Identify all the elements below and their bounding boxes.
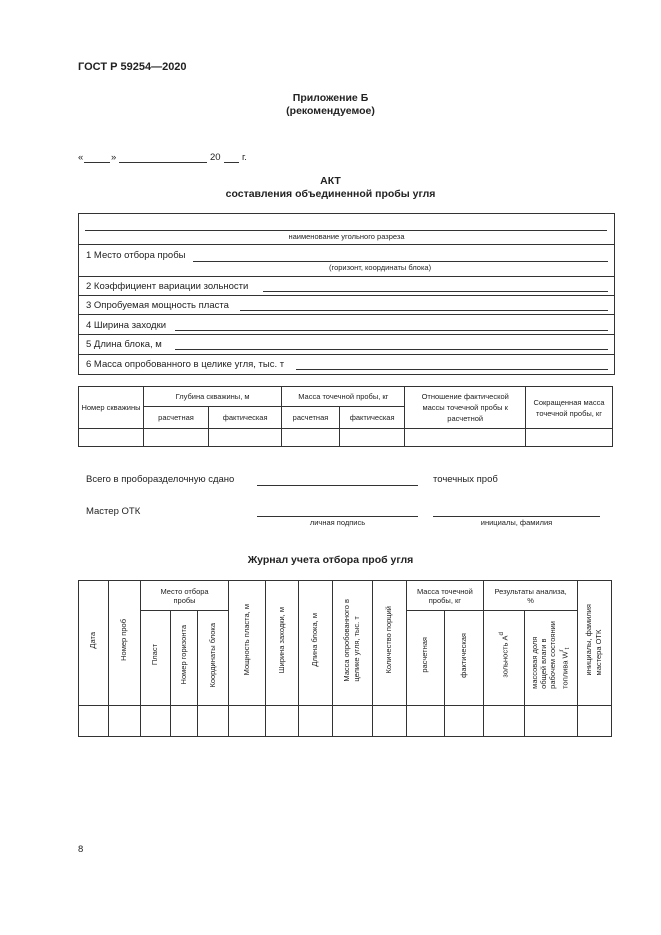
jh-seam: Пласт: [140, 611, 170, 706]
table-cell[interactable]: [108, 706, 140, 737]
signature-caption: личная подпись: [309, 518, 366, 527]
form-row-ash-variation: [79, 276, 614, 296]
jh-point-calc: расчетная: [406, 611, 445, 706]
table-cell[interactable]: [299, 706, 333, 737]
table-cell[interactable]: [332, 706, 372, 737]
table-cell[interactable]: [282, 429, 340, 447]
jh-length: Длина блока, м: [299, 581, 333, 706]
table-cell[interactable]: [577, 706, 611, 737]
page-number: 8: [78, 844, 84, 855]
jh-point-mass: Масса точечной пробы, кг: [406, 581, 484, 611]
th-well-number: Номер скважины: [79, 387, 144, 429]
form-row-block-length: [79, 334, 614, 355]
act-form: [78, 213, 615, 375]
journal-title: Журнал учета отбора проб угля: [247, 554, 414, 566]
table-cell[interactable]: [79, 429, 144, 447]
row2-field[interactable]: [263, 291, 608, 292]
journal-table: [78, 580, 612, 737]
table-cell[interactable]: [209, 429, 282, 447]
row6-label: 6 Масса опробованного в целике угля, тыс. т: [86, 359, 285, 370]
name-field[interactable]: [433, 516, 600, 517]
date-close-quote: »: [111, 152, 117, 163]
jh-portions: Количество порций: [372, 581, 406, 706]
th-point-mass: Масса точечной пробы, кг: [282, 387, 405, 407]
jh-place: Место отбора пробы: [140, 581, 229, 611]
jh-point-fact: фактическая: [445, 611, 484, 706]
table-cell[interactable]: [445, 706, 484, 737]
quarry-name-caption: наименование угольного разреза: [288, 232, 405, 241]
th-well-depth: Глубина скважины, м: [143, 387, 281, 407]
row6-field[interactable]: [296, 369, 608, 370]
act-subtitle: составления объединенной пробы угля: [225, 188, 436, 200]
jh-thickness: Мощность пласта, м: [229, 581, 266, 706]
table-cell[interactable]: [140, 706, 170, 737]
total-delivered-label: Всего в проборазделочную сдано: [86, 474, 235, 485]
table-cell[interactable]: [79, 706, 109, 737]
th-mass-ratio: Отношение фактической массы точечной пробы к расчетной: [405, 387, 526, 429]
table-cell[interactable]: [143, 429, 208, 447]
table-cell[interactable]: [229, 706, 266, 737]
jh-sample-no: Номер проб: [108, 581, 140, 706]
jh-mass: Масса опробованного в целике угля, тыс. т: [332, 581, 372, 706]
jh-width: Ширина заходки, м: [266, 581, 299, 706]
row1-caption: (горизонт, координаты блока): [329, 263, 432, 272]
date-year-prefix: 20: [210, 152, 221, 163]
jh-ash: зольность $A^d$: [484, 611, 525, 706]
total-delivered-field[interactable]: [257, 485, 418, 486]
appendix-subtitle: (рекомендуемое): [286, 105, 375, 117]
date-year-suffix: г.: [242, 152, 247, 163]
point-samples-table: [78, 386, 613, 447]
name-caption: инициалы, фамилия: [480, 518, 553, 527]
row2-label: 2 Коэффициент вариации зольности: [86, 281, 249, 292]
th-reduced-mass: Сокращенная масса точечной пробы, кг: [525, 387, 612, 429]
table-cell[interactable]: [484, 706, 525, 737]
date-year-blank[interactable]: [224, 162, 239, 163]
row5-field[interactable]: [175, 349, 608, 350]
form-row-cut-width: [79, 314, 614, 335]
row5-label: 5 Длина блока, м: [86, 339, 162, 350]
act-title: АКТ: [320, 175, 341, 187]
table-row: [79, 429, 613, 447]
form-row-coal-mass: [79, 354, 614, 375]
row1-label: 1 Место отбора пробы: [86, 250, 186, 261]
row1-field[interactable]: [193, 261, 608, 262]
table-cell[interactable]: [525, 706, 578, 737]
appendix-title: Приложение Б: [292, 92, 369, 104]
master-label: Мастер ОТК: [86, 506, 141, 517]
table-cell[interactable]: [525, 429, 612, 447]
th-mass-calc: расчетная: [282, 407, 340, 429]
row3-field[interactable]: [240, 310, 608, 311]
jh-date: Дата: [79, 581, 109, 706]
table-cell[interactable]: [405, 429, 526, 447]
row4-label: 4 Ширина заходки: [86, 320, 167, 331]
row3-label: 3 Опробуемая мощность пласта: [86, 300, 229, 311]
table-cell[interactable]: [372, 706, 406, 737]
form-row-seam-thickness: [79, 295, 614, 315]
jh-horizon: Номер горизонта: [170, 611, 198, 706]
table-cell[interactable]: [339, 429, 405, 447]
quarry-name-field[interactable]: [85, 230, 607, 231]
row4-field[interactable]: [175, 330, 608, 331]
table-cell[interactable]: [198, 706, 229, 737]
table-cell[interactable]: [406, 706, 445, 737]
table-row: [79, 706, 612, 737]
jh-master: инициалы, фамилия мастера ОТК: [577, 581, 611, 706]
th-depth-fact: фактическая: [209, 407, 282, 429]
date-line: [78, 152, 278, 166]
th-depth-calc: расчетная: [143, 407, 208, 429]
signature-field[interactable]: [257, 516, 418, 517]
date-day-blank[interactable]: [84, 162, 110, 163]
th-mass-fact: фактическая: [339, 407, 405, 429]
jh-moisture: массовая доля общей влаги в рабочем состоянии топлива $W^r_t$: [525, 611, 578, 706]
standard-code: ГОСТ Р 59254—2020: [78, 61, 187, 73]
table-cell[interactable]: [170, 706, 198, 737]
date-open-quote: «: [78, 152, 84, 163]
form-row-sampling-place: [79, 244, 614, 277]
points-label: точечных проб: [433, 474, 498, 485]
jh-coords: Координаты блока: [198, 611, 229, 706]
jh-results: Результаты анализа, %: [484, 581, 578, 611]
table-cell[interactable]: [266, 706, 299, 737]
date-month-blank[interactable]: [119, 162, 207, 163]
